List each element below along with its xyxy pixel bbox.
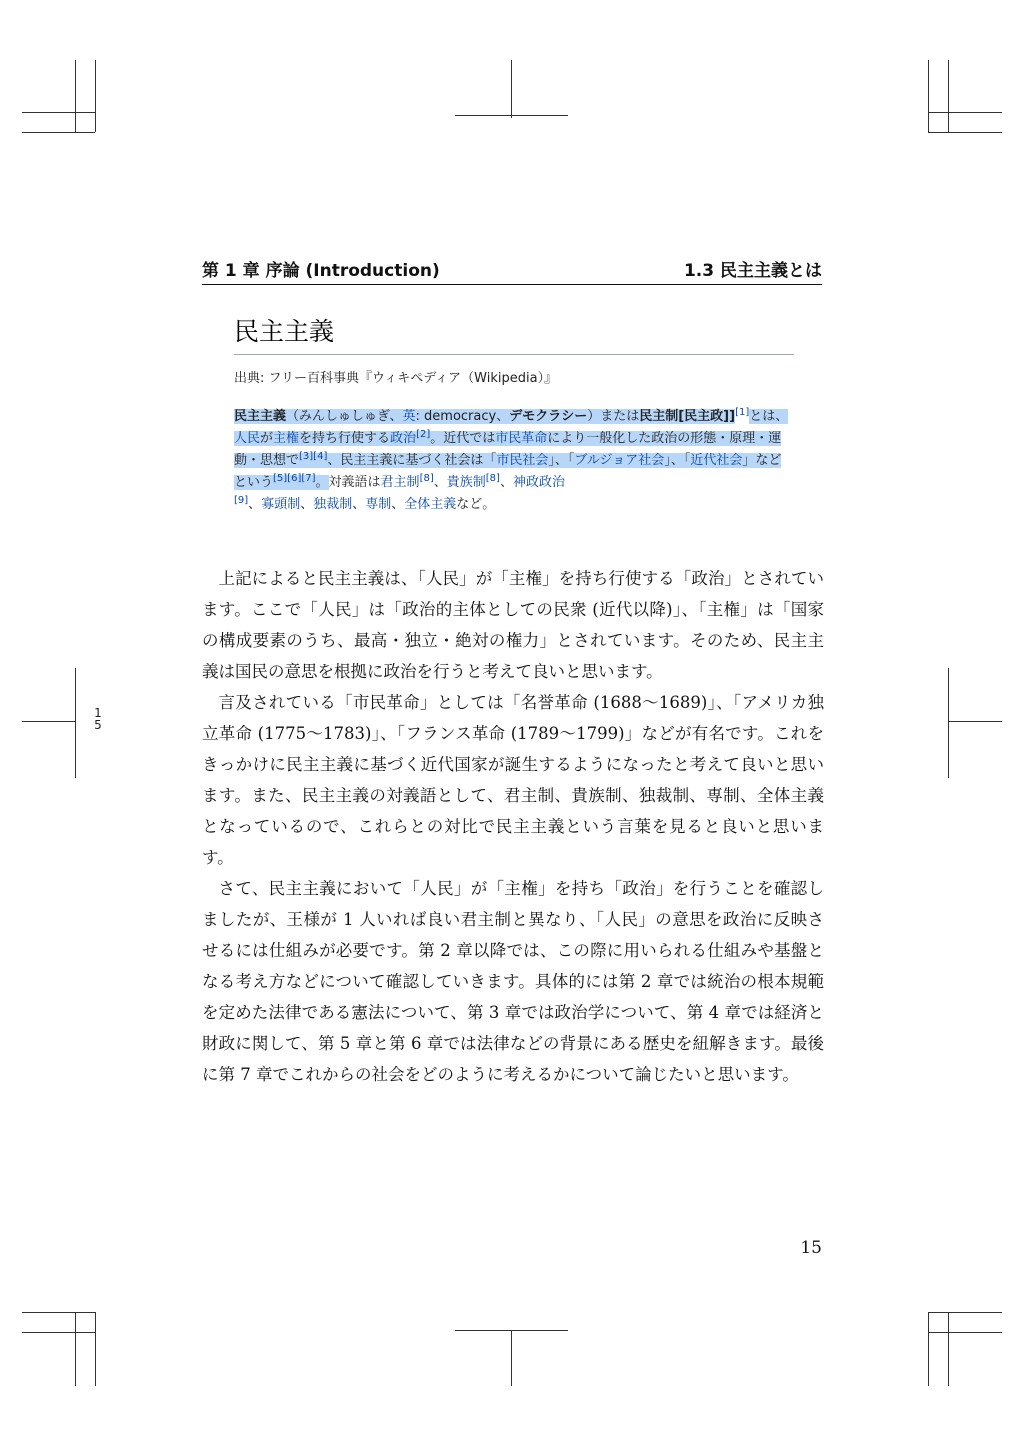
- wiki-link[interactable]: 人民: [234, 431, 261, 446]
- body-paragraph: 言及されている「市民革命」としては「名誉革命 (1688〜1689)」、「アメリカ独立革命 (1775〜1783)」、「フランス革命 (1789〜1799)」などが有名です。これをきっかけに民主主義に基づく近代国家が誕生するようになったと考えて良いと思います。また、民主主義の対義語として、君主制、貴族制、独裁制、専制、全体主義となっているので、これらとの対比で民主主義という言葉を見ると良いと思います。: [202, 693, 825, 867]
- body-paragraph: さて、民主主義において「人民」が「主権」を持ち「政治」を行うことを確認しましたが、王様が 1 人いれば良い君主制と異なり、「人民」の意思を政治に反映させるには仕組みが必要です。第 2 章以降では、この際に用いられる仕組みや基盤となる考え方などについて確認していきます。具体的には第 2 章では統治の根本規範を定めた法律である憲法について、第 3 章では政治学について、第 4 章では経済と財政に関して、第 5 章と第 6 章では法律などの背景にある歴史を紐解きます。最後に第 7 章でこれからの社会をどのように考えるかについて論じたいと思います。: [202, 879, 824, 1084]
- wiki-text: 。近代では: [430, 431, 496, 446]
- citation[interactable]: [8]: [419, 473, 434, 484]
- wiki-link[interactable]: 貴族制: [446, 475, 486, 490]
- wiki-link[interactable]: 神政政治: [512, 475, 565, 490]
- body-text: [202, 563, 824, 1090]
- wiki-text: （みんしゅしゅぎ、: [286, 409, 403, 424]
- wiki-text: など。: [456, 497, 496, 512]
- wiki-text: 」、「: [664, 453, 691, 468]
- wiki-paragraph: [234, 406, 794, 516]
- wiki-link[interactable]: 専制: [365, 497, 392, 512]
- wiki-text: : democracy、: [415, 409, 510, 424]
- citation[interactable]: [8]: [485, 473, 500, 484]
- wiki-text: 。: [315, 475, 329, 490]
- highlighted-text: [234, 409, 735, 424]
- citation[interactable]: [2]: [416, 429, 431, 440]
- citation[interactable]: [1]: [735, 407, 750, 418]
- wiki-link[interactable]: 主権: [273, 431, 300, 446]
- wiki-link[interactable]: 全体主義: [404, 497, 457, 512]
- wiki-text: 、: [352, 497, 366, 512]
- citation[interactable]: [3][4]: [299, 451, 328, 462]
- wiki-text: 」、「: [548, 453, 575, 468]
- citation[interactable]: [9]: [234, 495, 249, 506]
- wiki-text: が: [260, 431, 274, 446]
- wiki-text: とは、: [749, 409, 789, 424]
- wiki-link[interactable]: 近代社会: [690, 453, 743, 468]
- wiki-text: 、: [433, 475, 447, 490]
- chapter-title: 第 1 章 序論 (Introduction): [202, 261, 440, 281]
- term: 民主主義: [234, 409, 287, 424]
- term: 民主制[民主政]]: [639, 409, 736, 424]
- term: デモクラシー: [509, 409, 588, 424]
- side-digit: 5: [94, 718, 102, 732]
- wikipedia-excerpt: [234, 312, 794, 516]
- wiki-link[interactable]: 市民社会: [496, 453, 549, 468]
- wiki-text: 、: [499, 475, 513, 490]
- wiki-source: 出典: フリー百科事典『ウィキペディア（Wikipedia）』: [234, 371, 558, 386]
- wiki-text: 、: [300, 497, 314, 512]
- side-digit: 1: [94, 706, 102, 720]
- wiki-text: 、民主主義に基づく社会は「: [327, 453, 497, 468]
- wiki-text: 、: [391, 497, 405, 512]
- wiki-text: を持ち行使する: [299, 431, 391, 446]
- side-page-number: [92, 707, 104, 731]
- wiki-text: 」などという: [234, 453, 782, 490]
- running-header: [202, 254, 822, 285]
- wiki-text: 対義語は: [328, 475, 381, 490]
- wiki-link[interactable]: 政治: [390, 431, 417, 446]
- wiki-title: 民主主義: [234, 312, 794, 355]
- page-number: 15: [800, 1238, 822, 1258]
- wiki-link[interactable]: 市民革命: [495, 431, 548, 446]
- wiki-text: により一般化した政治の形態・原理・運動・思想で: [234, 431, 782, 468]
- wiki-text: ）または: [587, 409, 640, 424]
- wiki-text: 、: [248, 497, 262, 512]
- wiki-link[interactable]: 君主制: [380, 475, 420, 490]
- citation[interactable]: [5][6][7]: [273, 473, 316, 484]
- wiki-link[interactable]: 英: [402, 409, 416, 424]
- wiki-link[interactable]: ブルジョア社会: [574, 453, 665, 468]
- section-title: 1.3 民主主義とは: [683, 261, 822, 281]
- wiki-link[interactable]: 独裁制: [313, 497, 353, 512]
- wiki-link[interactable]: 寡頭制: [261, 497, 301, 512]
- body-paragraph: 上記によると民主主義は、「人民」が「主権」を持ち行使する「政治」とされています。ここで「人民」は「政治的主体としての民衆 (近代以降)」、「主権」は「国家の構成要素のうち、最高・独立・絶対の権力」とされています。そのため、民主主義は国民の意思を根拠に政治を行うと考えて良いと思います。: [202, 569, 824, 681]
